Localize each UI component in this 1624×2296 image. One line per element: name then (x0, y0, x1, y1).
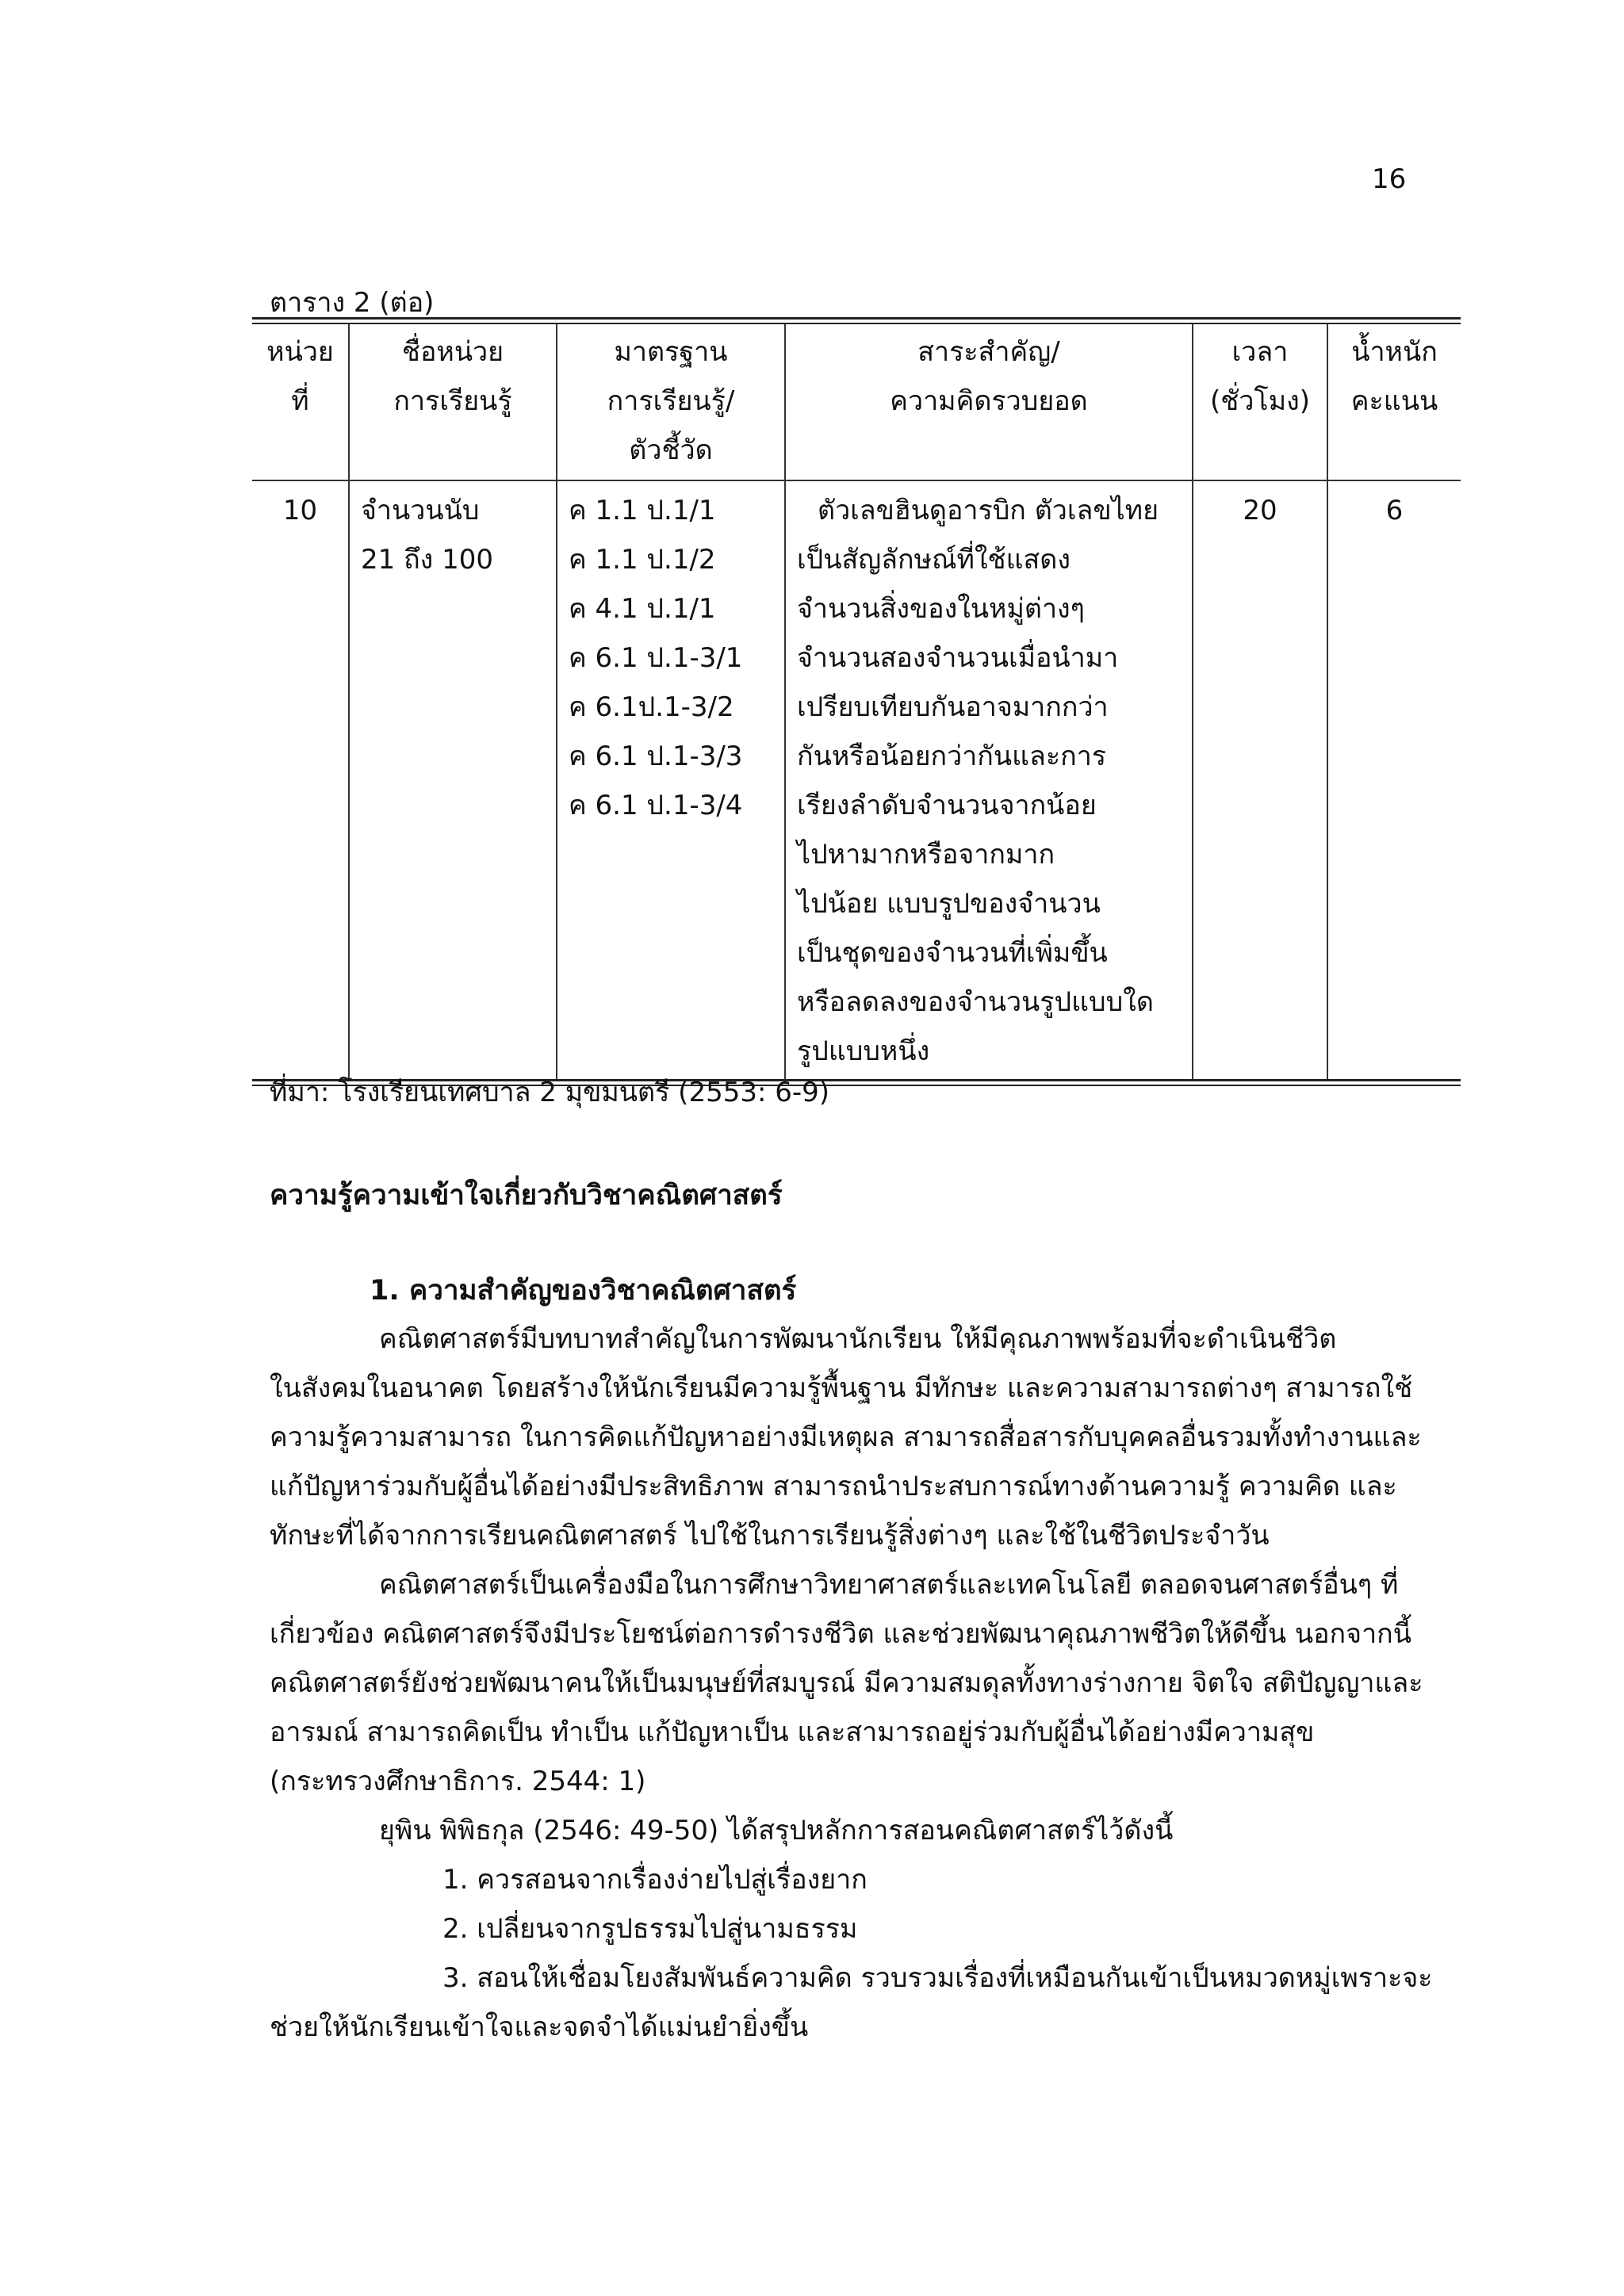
paragraph-line: ทักษะที่ได้จากการเรียนคณิตศาสตร์ ไปใช้ในการเรียนรู้สิ่งต่างๆ และใช้ในชีวิตประจำวัน (270, 1520, 1270, 1552)
sub-heading: 1. ความสำคัญของวิชาคณิตศาสตร์ (370, 1275, 797, 1307)
header-hours: เวลา (ชั่วโมง) (1193, 324, 1327, 480)
list-item: 2. เปลี่ยนจากรูปธรรมไปสู่นามธรรม (442, 1913, 858, 1945)
header-unit: หน่วย ที่ (252, 324, 349, 480)
cell-unit-name: จำนวนนับ 21 ถึง 100 (349, 480, 557, 1079)
page-number: 16 (1372, 163, 1407, 195)
paragraph-line: อารมณ์ สามารถคิดเป็น ทำเป็น แก้ปัญหาเป็น และสามารถอยู่ร่วมกับผู้อื่นได้อย่างมีความสุข (270, 1716, 1315, 1748)
cell-hours: 20 (1193, 480, 1327, 1079)
paragraph-line: (กระทรวงศึกษาธิการ. 2544: 1) (270, 1766, 646, 1797)
list-item: 1. ควรสอนจากเรื่องง่ายไปสู่เรื่องยาก (442, 1864, 868, 1896)
cell-weight: 6 (1327, 480, 1461, 1079)
paragraph-line: ในสังคมในอนาคต โดยสร้างให้นักเรียนมีความรู้พื้นฐาน มีทักษะ และความสามารถต่างๆ สามารถใช้ (270, 1372, 1413, 1404)
paragraph-line: คณิตศาสตร์เป็นเครื่องมือในการศึกษาวิทยาศาสตร์และเทคโนโลยี ตลอดจนศาสตร์อื่นๆ ที่ (379, 1569, 1399, 1601)
curriculum-table (252, 317, 1461, 1086)
body-text (270, 1314, 1433, 2052)
paragraph-line: คณิตศาสตร์มีบทบาทสำคัญในการพัฒนานักเรียน ให้มีคุณภาพพร้อมที่จะดำเนินชีวิต (379, 1323, 1337, 1355)
header-weight: น้ำหนัก คะแนน (1327, 324, 1461, 480)
header-unit-name: ชื่อหน่วย การเรียนรู้ (349, 324, 557, 480)
paragraph-line: คณิตศาสตร์ยังช่วยพัฒนาคนให้เป็นมนุษย์ที่สมบูรณ์ มีความสมดุลทั้งทางร่างกาย จิตใจ สติปัญญาและ (270, 1667, 1423, 1699)
cell-concept: ตัวเลขฮินดูอารบิก ตัวเลขไทย เป็นสัญลักษณ์ที่ใช้แสดง จำนวนสิ่งของในหมู่ต่างๆ จำนวนสองจำนวนเมื่อนำมา เปรียบเทียบกันอาจมากกว่า กันหรือน้อยกว่ากันและการ เรียงลำดับจำนวนจากน้อย ไปหามากหรือจากมาก ไปน้อย แบบรูปของจำนวน เป็นชุดของจำนวนที่เพิ่มขึ้น หรือลดลงของจำนวนรูปแบบใด รูปแบบหนึ่ง (785, 480, 1193, 1079)
list-item: 3. สอนให้เชื่อมโยงสัมพันธ์ความคิด รวบรวมเรื่องที่เหมือนกันเข้าเป็นหมวดหมู่เพราะจะ (442, 1962, 1433, 1994)
table-source: ที่มา: โรงเรียนเทศบาล 2 มุขมนตรี (2553: 6-9) (270, 1077, 830, 1108)
table-row (252, 480, 1461, 1079)
paragraph-line: เกี่ยวข้อง คณิตศาสตร์จึงมีประโยชน์ต่อการดำรงชีวิต และช่วยพัฒนาคุณภาพชีวิตให้ดีขึ้น นอกจากนี้ (270, 1618, 1411, 1650)
table-top-rule (252, 317, 1461, 324)
section-heading: ความรู้ความเข้าใจเกี่ยวกับวิชาคณิตศาสตร์ (270, 1180, 783, 1211)
cell-unit: 10 (282, 495, 318, 526)
cell-standards: ค 1.1 ป.1/1 ค 1.1 ป.1/2 ค 4.1 ป.1/1 ค 6.1 ป.1-3/1 ค 6.1ป.1-3/2 ค 6.1 ป.1-3/3 ค 6.1 ป.1-3/4 (557, 480, 785, 1079)
paragraph-line: ยุพิน พิพิธกุล (2546: 49-50) ได้สรุปหลักการสอนคณิตศาสตร์ไว้ดังนี้ (379, 1815, 1174, 1846)
table-header-row (252, 324, 1461, 480)
paragraph-line: แก้ปัญหาร่วมกับผู้อื่นได้อย่างมีประสิทธิภาพ สามารถนำประสบการณ์ทางด้านความรู้ ความคิด และ (270, 1471, 1397, 1502)
header-standards: มาตรฐาน การเรียนรู้/ ตัวชี้วัด (557, 324, 785, 480)
table-caption: ตาราง 2 (ต่อ) (270, 287, 435, 319)
header-concept: สาระสำคัญ/ ความคิดรวบยอด (785, 324, 1193, 480)
paragraph-line: ความรู้ความสามารถ ในการคิดแก้ปัญหาอย่างมีเหตุผล สามารถสื่อสารกับบุคคลอื่นรวมทั้งทำงานและ (270, 1422, 1422, 1453)
list-item-continuation: ช่วยให้นักเรียนเข้าใจและจดจำได้แม่นยำยิ่งขึ้น (270, 2011, 809, 2043)
